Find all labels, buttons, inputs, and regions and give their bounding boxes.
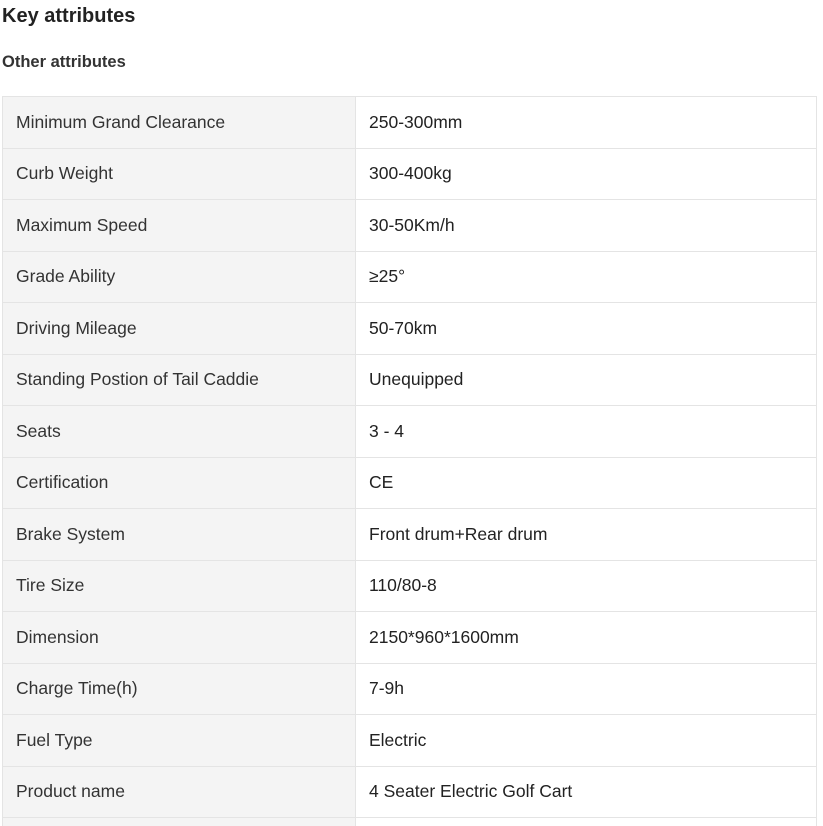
attribute-name: Driving Mileage [3, 303, 356, 355]
attribute-name: Fuel Type [3, 715, 356, 767]
attribute-value: 50-70km [356, 303, 817, 355]
attribute-value: Unequipped [356, 354, 817, 406]
attribute-value: 3 - 4 [356, 406, 817, 458]
attribute-name: Certification [3, 457, 356, 509]
attribute-value: 7-9h [356, 663, 817, 715]
attribute-value: Electric [356, 715, 817, 767]
attribute-name: Brake System [3, 509, 356, 561]
attribute-name: Tire Size [3, 560, 356, 612]
table-row [3, 97, 817, 149]
table-row [3, 663, 817, 715]
attribute-value: ≥25° [356, 251, 817, 303]
table-row [3, 715, 817, 767]
table-row [3, 148, 817, 200]
table-row [3, 818, 817, 826]
attributes-table-body [3, 97, 817, 826]
attribute-name: Charge Time(h) [3, 663, 356, 715]
other-attributes-heading: Other attributes [2, 53, 126, 71]
table-row [3, 509, 817, 561]
attribute-name: Dimension [3, 612, 356, 664]
attribute-name: Curb Weight [3, 148, 356, 200]
table-row [3, 200, 817, 252]
attribute-name: Seats [3, 406, 356, 458]
table-row [3, 354, 817, 406]
attribute-value: Front drum+Rear drum [356, 509, 817, 561]
attribute-value: 30-50Km/h [356, 200, 817, 252]
table-row [3, 406, 817, 458]
attribute-name: Grade Ability [3, 251, 356, 303]
table-row [3, 457, 817, 509]
attribute-name: Product name [3, 766, 356, 818]
attributes-table [2, 96, 817, 826]
table-row [3, 251, 817, 303]
table-row [3, 612, 817, 664]
attribute-name [3, 818, 356, 826]
attribute-value: 110/80-8 [356, 560, 817, 612]
attribute-value: 2150*960*1600mm [356, 612, 817, 664]
attribute-value [356, 818, 817, 826]
key-attributes-heading: Key attributes [2, 5, 136, 27]
attribute-name: Standing Postion of Tail Caddie [3, 354, 356, 406]
attribute-value: 4 Seater Electric Golf Cart [356, 766, 817, 818]
attribute-value: 250-300mm [356, 97, 817, 149]
attribute-name: Maximum Speed [3, 200, 356, 252]
table-row [3, 303, 817, 355]
attribute-value: 300-400kg [356, 148, 817, 200]
table-row [3, 560, 817, 612]
table-row [3, 766, 817, 818]
attribute-value: CE [356, 457, 817, 509]
attribute-name: Minimum Grand Clearance [3, 97, 356, 149]
